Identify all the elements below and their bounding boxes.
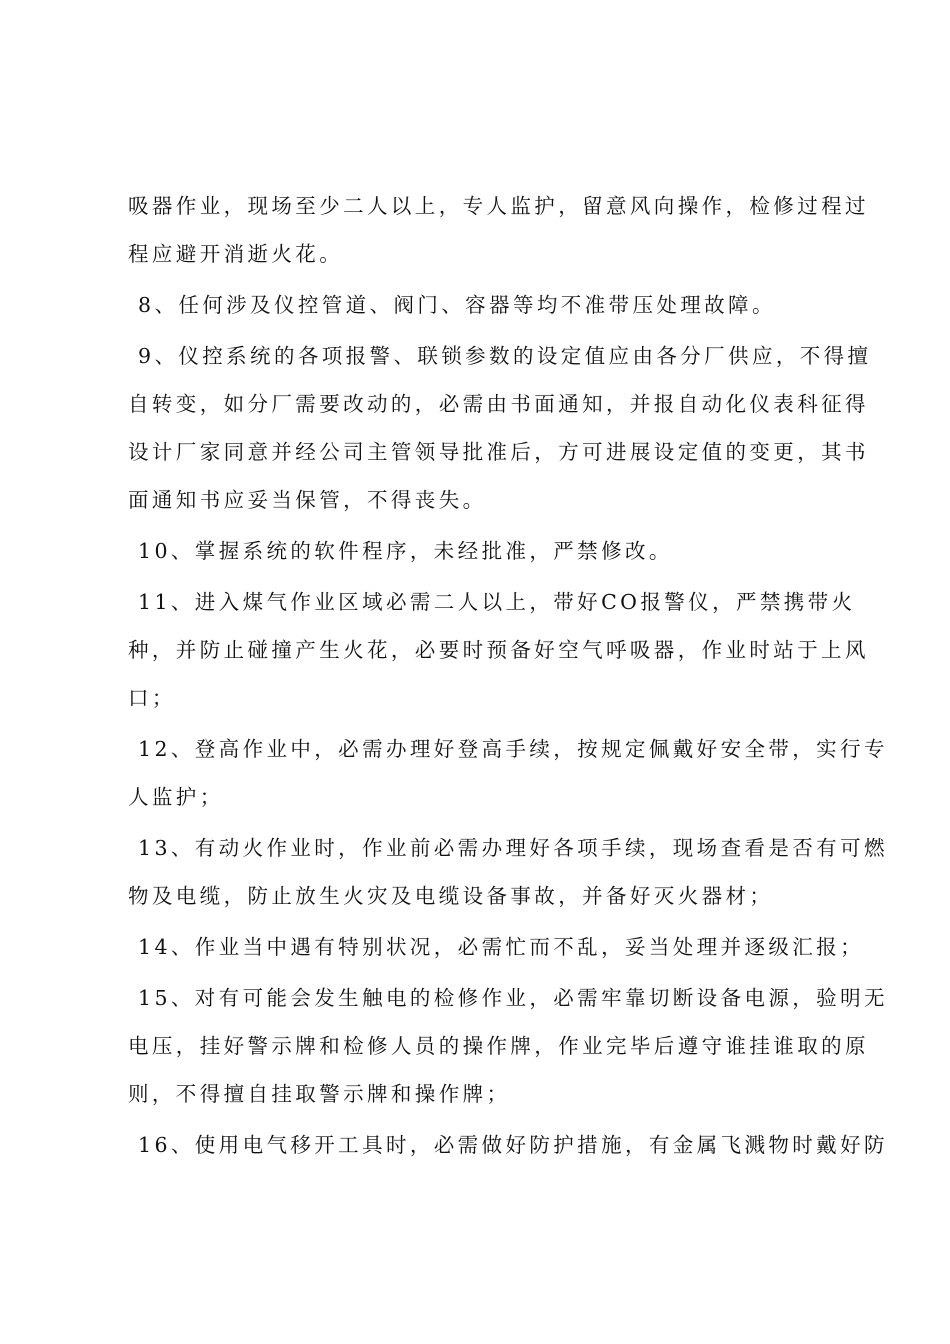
text-line: 人监护；	[128, 785, 224, 809]
text-line: 吸器作业，现场至少二人以上，专人监护，留意风向操作，检修过程过	[128, 194, 869, 218]
text-line: 电压，挂好警示牌和检修人员的操作牌，作业完毕后遵守谁挂谁取的原	[128, 1034, 869, 1058]
document-body	[128, 188, 888, 1175]
text-line: 口；	[128, 686, 176, 710]
text-line: 种，并防止碰撞产生火花，必要时预备好空气呼吸器，作业时站于上风	[128, 638, 869, 662]
text-line: 12、登高作业中，必需办理好登高手续，按规定佩戴好安全带，实行专	[138, 737, 888, 761]
text-line: 程应避开消逝火花。	[128, 242, 344, 266]
text-line: 面通知书应妥当保管，不得丧失。	[128, 488, 487, 512]
text-line: 15、对有可能会发生触电的检修作业，必需牢靠切断设备电源，验明无	[138, 986, 888, 1010]
text-line: 14、作业当中遇有特别状况，必需忙而不乱，妥当处理并逐级汇报；	[138, 935, 864, 959]
text-line: 物及电缆，防止放生火灾及电缆设备事故，并备好灭火器材；	[128, 884, 774, 908]
text-line: 则，不得擅自挂取警示牌和操作牌；	[128, 1082, 511, 1106]
text-line: 8、任何涉及仪控管道、阀门、容器等均不准带压处理故障。	[138, 293, 776, 317]
text-line: 10、掌握系统的软件程序，未经批准，严禁修改。	[138, 539, 673, 563]
text-line: 16、使用电气移开工具时，必需做好防护措施，有金属飞溅物时戴好防	[138, 1133, 888, 1157]
text-line: 11、进入煤气作业区域必需二人以上，带好CO报警仪，严禁携带火	[138, 590, 856, 614]
text-line: 13、有动火作业时，作业前必需办理好各项手续，现场查看是否有可燃	[138, 836, 888, 860]
text-line: 设计厂家同意并经公司主管领导批准后，方可进展设定值的变更，其书	[128, 440, 869, 464]
text-line: 9、仪控系统的各项报警、联锁参数的设定值应由各分厂供应，不得擅	[138, 344, 872, 368]
text-line: 自转变，如分厂需要改动的，必需由书面通知，并报自动化仪表科征得	[128, 392, 869, 416]
